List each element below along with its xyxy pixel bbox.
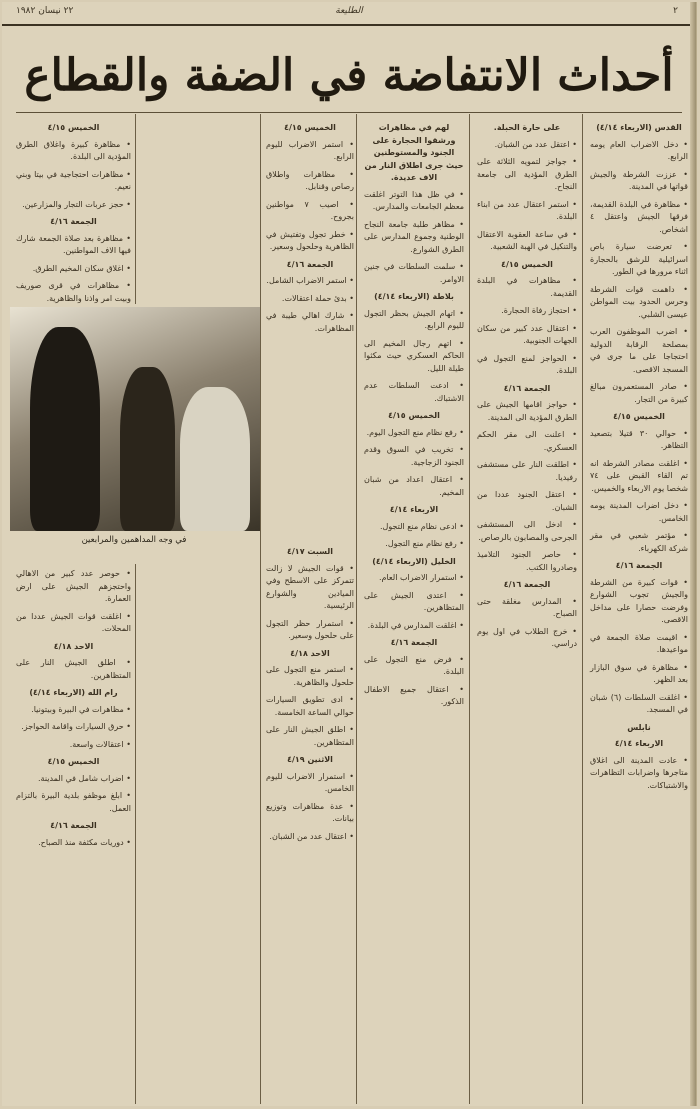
section-heading: السبت ٤/١٧ — [287, 547, 333, 556]
news-item: • حوصر عدد كبير من الاهالي واحتجزهم الجيش على ارض العمارة. — [16, 569, 131, 603]
section-heading: الاربعاء ٤/١٤ — [389, 505, 439, 514]
section-heading: لهم في مظاهرات ورشقوا الحجارة على الجنود والمستوطنين حيث جرى اطلاق النار من الاف عديدة. — [364, 123, 464, 182]
news-item: • استمرار حظر التجول على حلحول وسعير. — [266, 618, 354, 640]
photo-figure-soldier — [30, 327, 100, 531]
news-item: • عدة مظاهرات وتوزيع بيانات. — [266, 801, 354, 823]
news-item: • اعتقل الجنود عددا من الشبان. — [477, 490, 577, 512]
news-item: • اطلق الجيش النار على المتظاهرين. — [266, 725, 354, 747]
news-item: • تعرضت سيارة باص اسرائيلية للرشق بالحجارة اثناء مرورها في الطور. — [590, 242, 688, 276]
news-item: • مظاهرة كبيرة واغلاق الطرق المؤدية الى البلدة. — [16, 139, 131, 161]
news-item: • مظاهر طلبة جامعة النجاح الوطنية وجموع المدارس على الطرق الشوارع. — [364, 219, 464, 254]
news-item: • اطلقت النار على مستشفى رفيديا. — [477, 460, 577, 482]
section-heading: نابلس — [627, 722, 651, 732]
news-item: • مظاهرة بعد صلاة الجمعة شارك فيها الاف المواطنين. — [16, 233, 131, 255]
news-item: • مظاهرات في البلدة القديمة. — [477, 276, 577, 298]
main-headline: أحداث الانتفاضة في الضفة والقطاع — [24, 50, 674, 101]
headline-rule — [16, 112, 682, 113]
news-column-1 — [590, 118, 688, 1102]
news-item: • حوالي ٣٠ قتيلا بتصعيد التظاهر. — [590, 428, 688, 450]
news-item: • قوات كبيرة من الشرطة والجيش تجوب الشوارع وفرضت حصارا على مداخل الاقصى. — [590, 577, 688, 624]
news-column-2 — [477, 118, 577, 1102]
column-rule — [260, 114, 261, 1104]
column-rule — [582, 114, 583, 1104]
news-item: • اعتقالات واسعة. — [69, 739, 131, 749]
news-item: • اعتقال عدد من الشبان. — [269, 831, 354, 841]
news-item: • استمرار الاضراب العام. — [378, 573, 464, 582]
news-item: • مظاهرات احتجاجية في بيتا وبني نعيم. — [16, 169, 131, 191]
news-item: • سلمت السلطات في جنين الاوامر. — [364, 262, 464, 284]
news-item: • دوريات مكثفة منذ الصباح. — [38, 837, 131, 847]
news-item: • رفع نظام منع التجول اليوم. — [366, 427, 464, 437]
news-photo — [10, 307, 260, 531]
section-heading: رام الله (الاربعاء ٤/١٤) — [29, 688, 118, 697]
section-heading: الخميس ٤/١٥ — [284, 123, 336, 132]
section-heading: القدس (الاربعاء ٤/١٤) — [596, 123, 682, 132]
section-heading: الجمعة ٤/١٦ — [50, 217, 97, 226]
photo-figure-youth — [180, 387, 250, 531]
newspaper-page — [2, 2, 697, 1106]
news-column-5-top — [16, 118, 131, 304]
column-rule — [135, 114, 136, 304]
news-item: • اغلقت مصادر الشرطة انه تم القاء القبض على ٧٤ شخصا يوم الاربعاء والخميس. — [590, 458, 688, 493]
section-heading: الخميس ٤/١٥ — [47, 123, 100, 132]
news-item: • حواجز اقامها الجيش على الطرق المؤدية الى المدينة. — [477, 400, 577, 422]
news-item: • جواجز لتمويه الثلاثة على الطرق المؤدية الى جامعة النجاح. — [477, 157, 577, 191]
news-item: • حرق السيارات واقامة الحواجز. — [21, 722, 131, 731]
news-item: • خرج الطلاب في اول يوم دراسي. — [477, 626, 577, 648]
section-heading: الاحد ٤/١٨ — [53, 641, 94, 651]
news-item: • عززت الشرطة والجيش قواتها في المدينة. — [590, 169, 688, 191]
page-number: ٢ — [673, 6, 678, 16]
news-item: • ادعى نظام منع التجول. — [380, 521, 464, 531]
section-heading: الاثنين ٤/١٩ — [287, 755, 333, 764]
news-item: • مظاهرة في البلدة القديمة، فرقها الجيش واعتقل ٤ اشخاص. — [590, 199, 688, 234]
news-item: • فرض منع التجول على البلدة. — [364, 654, 464, 676]
news-item: • حاصر الجنود التلاميذ وصادروا الكتب. — [477, 550, 577, 572]
news-column-3 — [364, 118, 464, 1102]
section-heading: الجمعة ٤/١٦ — [50, 821, 97, 830]
section-heading: الاحد ٤/١٨ — [290, 648, 330, 658]
news-item: • اضرب الموظفون العرب بمصلحة الرقابة الدولية احتجاجا على ما جرى في المسجد الاقصى. — [590, 327, 688, 374]
section-heading: الجمعة ٤/١٦ — [615, 561, 663, 570]
photo-figure-youth — [120, 367, 175, 531]
news-item: • مظاهرة في سوق البازار بعد الظهر. — [590, 662, 688, 684]
news-column-4-top — [266, 118, 354, 333]
news-item: • استمر اعتقال عدد من ابناء البلدة. — [477, 199, 577, 221]
news-item: • داهمت قوات الشرطة وحرس الحدود بيت المواطن عيسى الشلبي. — [590, 284, 688, 319]
news-item: • اصيب ٧ مواطنين بجروح. — [266, 199, 354, 221]
news-item: • الحواجز لمنع التجول في البلدة. — [477, 353, 577, 375]
section-heading: الخميس ٤/١٥ — [613, 412, 665, 421]
news-item: • دخل الاضراب العام يومه الرابع. — [590, 139, 688, 161]
news-item: • اضراب شامل في المدينة. — [37, 773, 131, 783]
section-heading: الجمعة ٤/١٦ — [286, 259, 334, 269]
news-item: • حجز عربات التجار والمزارعين. — [22, 199, 131, 209]
section-heading: الخميس ٤/١٥ — [388, 411, 440, 420]
news-item: • دخل اضراب المدينة يومه الخامس. — [590, 501, 688, 523]
news-item: • قوات الجيش لا زالت تتمركز على الاسطح وفي الميادين والشوارع الرئيسية. — [266, 563, 354, 610]
column-rule — [135, 564, 136, 1104]
section-heading: الخميس ٤/١٥ — [501, 259, 553, 269]
section-heading: الخميس ٤/١٥ — [47, 757, 100, 766]
news-item: • تخريب في السوق وقدم الجنود الزجاجية. — [364, 445, 464, 467]
newspaper-name: الطليعة — [335, 6, 363, 16]
news-column-4-bottom — [266, 542, 354, 1102]
news-item: • اغلقت السلطات (٦) شبان في المسجد. — [590, 692, 689, 714]
news-item: • خطر تجول وتفتيش في الظاهرية وحلحول وسعير. — [266, 229, 354, 251]
news-item: • مؤتمر شعبي في مقر شركة الكهرباء. — [590, 531, 688, 553]
news-item: • احتجاز رفاة الحجارة. — [501, 306, 577, 315]
news-item: • ادى تطويق السيارات حوالي الساعة الخامسة. — [266, 695, 354, 717]
section-heading: الجمعة ٤/١٦ — [503, 383, 551, 393]
news-item: • اغلقت قوات الجيش عددا من المحلات. — [16, 611, 131, 633]
column-rule — [356, 114, 357, 1104]
news-item: • اغلقت المدارس في البلدة. — [367, 620, 464, 630]
news-column-6-bottom — [16, 568, 131, 1102]
news-item: • في ظل هذا التوتر اغلقت معظم الجامعات والمدارس. — [364, 189, 464, 211]
section-heading: على حارة الحبلة. — [493, 123, 561, 132]
news-item: • اعتدى الجيش على المتظاهرين. — [364, 590, 464, 612]
issue-date: ٢٢ نيسان ١٩٨٢ — [16, 6, 74, 16]
section-heading: بلاطة (الاربعاء ٤/١٤) — [374, 292, 454, 301]
section-heading: الجمعة ٤/١٦ — [390, 638, 438, 647]
section-heading: الاربعاء ٤/١٤ — [614, 739, 664, 748]
news-item: • المدارس مغلقة حتى الصباح. — [477, 596, 577, 618]
news-item: • اعتقال جميع الاطفال الذكور. — [364, 684, 464, 706]
news-item: • اعتقل عدد من الشبان. — [494, 139, 577, 149]
news-item: • اطلق الجيش النار على المتظاهرين. — [16, 658, 131, 680]
page-spine — [690, 2, 696, 1106]
section-heading: الخليل (الاربعاء ٤/١٤) — [372, 556, 456, 566]
news-item: • رفع نظام منع التجول. — [385, 539, 464, 548]
news-item: • مظاهرات في البيرة وبيتونيا. — [31, 704, 131, 714]
news-item: • اعلنت الى مقر الحكم العسكري. — [477, 430, 577, 452]
news-item: • اتهم رجال المخيم الى الحاكم العسكري حيث مكثوا طيلة الليل. — [364, 338, 464, 373]
news-item: • مظاهرات واطلاق رصاص وقنابل. — [266, 169, 354, 191]
news-item: • اقيمت صلاة الجمعة في مواعيدها. — [590, 632, 688, 654]
news-item: • اعتقال عدد كبير من سكان الجهات الجنوبية. — [477, 323, 577, 345]
news-item: • بدئ حملة اعتقالات. — [281, 293, 354, 303]
news-item: • ابلغ موظفو بلدية البيرة بالتزام العمل. — [16, 791, 131, 813]
news-item: • استمر الاضراب لليوم الرابع. — [266, 139, 354, 161]
news-item: • استمرار الاضراب لليوم الخامس. — [266, 771, 354, 793]
news-item: • شارك اهالي طيبة في المظاهرات. — [266, 311, 354, 333]
news-item: • ادخل الى المستشفى الجرحى والمصابون بالرصاص. — [477, 520, 577, 542]
news-item: • اغلاق سكان المخيم الطرق. — [32, 263, 131, 273]
photo-caption: في وجه المداهمين والمرابعين — [81, 535, 187, 545]
news-item: • ادعت السلطات عدم الاشتباك. — [364, 381, 464, 403]
news-item: • استمر الاضراب الشامل. — [266, 276, 354, 285]
news-item: • اتهام الجيش بحظر التجول لليوم الرابع. — [364, 308, 464, 330]
header-rule — [2, 24, 690, 26]
section-heading: الجمعة ٤/١٦ — [503, 580, 551, 589]
news-item: • مظاهرات في قرى صوريف وبيت امر واذنا والظاهرية. — [16, 281, 131, 303]
news-item: • استمر منع التجول على حلحول والظاهرية. — [266, 665, 354, 687]
news-item: • عادت المدينة الى اغلاق متاجرها واضرابات التظاهرات والاشتباكات. — [590, 755, 688, 790]
news-item: • صادر المستعمرون مبالغ كبيرة من التجار. — [590, 382, 688, 404]
column-rule — [469, 114, 470, 1104]
news-item: • في ساعة العقوبة الاعتقال والتنكيل في الهبة الشعبية. — [477, 229, 577, 251]
news-item: • اعتقال اعداد من شبان المخيم. — [364, 475, 464, 497]
